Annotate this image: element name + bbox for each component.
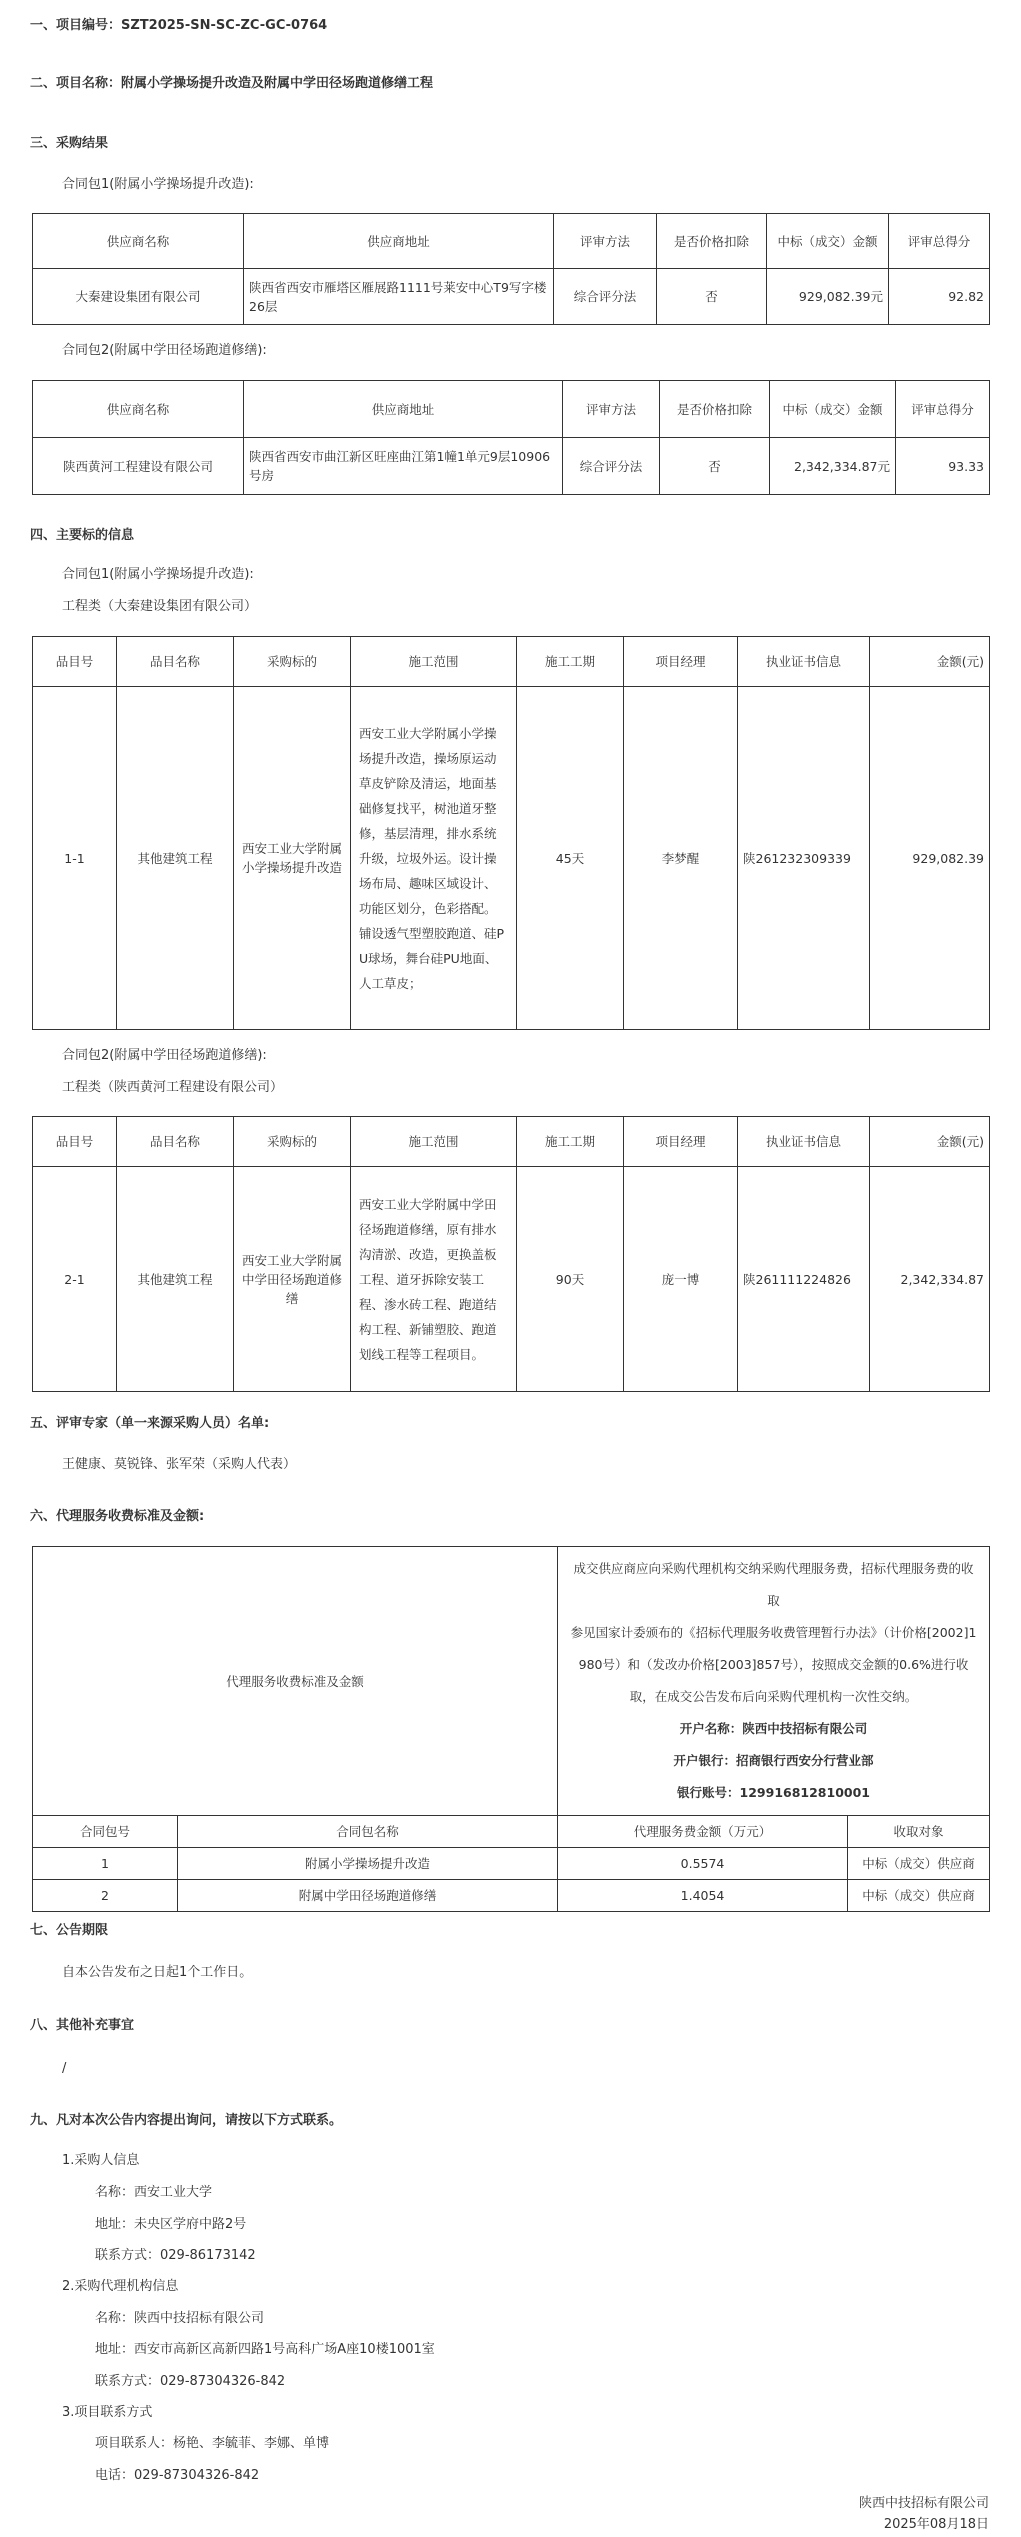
fee-standard-description [558, 1547, 990, 1816]
section-procurement-result: 三、采购结果 [30, 136, 109, 151]
cell-fee-amount: 1.4054 [558, 1880, 848, 1912]
subject-package2-type: 工程类（陕西黄河工程建设有限公司） [62, 1080, 284, 1095]
fee-desc-line: 参见国家计委颁布的《招标代理服务收费管理暂行办法》（计价格[2002]1 [570, 1625, 977, 1640]
cell-review-method: 综合评分法 [554, 269, 657, 325]
project-number [30, 17, 327, 35]
agency-phone: 联系方式：029-87304326-842 [95, 2374, 286, 2389]
project-contact-people: 项目联系人：杨艳、李毓菲、李娜、单博 [95, 2436, 330, 2451]
result-package1-label: 合同包1(附属小学操场提升改造): [62, 177, 254, 192]
cell-fee-payer: 中标（成交）供应商 [848, 1880, 990, 1912]
project-contact-title: 3.项目联系方式 [62, 2405, 153, 2420]
header-amount: 金额(元) [870, 1117, 990, 1167]
cell-price-deduction: 否 [657, 269, 767, 325]
fee-desc-line: 980号）和（发改办价格[2003]857号），按照成交金额的0.6%进行收 [578, 1657, 969, 1672]
subject-package1-type: 工程类（大秦建设集团有限公司） [62, 599, 258, 614]
project-number-value: SZT2025-SN-SC-ZC-GC-0764 [121, 18, 328, 33]
cell-package-number: 1 [33, 1848, 178, 1880]
project-name-value: 附属小学操场提升改造及附属中学田径场跑道修缮工程 [121, 76, 434, 91]
header-construction-scope: 施工范围 [351, 637, 517, 687]
header-project-manager: 项目经理 [624, 1117, 738, 1167]
section-contact: 九、凡对本次公告内容提出询问，请按以下方式联系。 [30, 2113, 343, 2128]
section-other-matters: 八、其他补充事宜 [30, 2018, 135, 2033]
cell-item-number: 2-1 [33, 1167, 117, 1392]
cell-review-method: 综合评分法 [563, 438, 660, 495]
other-matters-text: / [62, 2061, 67, 2076]
header-award-amount: 中标（成交）金额 [767, 214, 889, 269]
signature-date: 2025年08月18日 [883, 2517, 989, 2532]
cell-amount: 2,342,334.87 [870, 1167, 990, 1392]
header-construction-period: 施工工期 [517, 637, 624, 687]
header-review-method: 评审方法 [563, 381, 660, 438]
cell-project-manager: 李梦醒 [624, 687, 738, 1030]
section-main-subject: 四、主要标的信息 [30, 528, 135, 543]
header-fee-payer: 收取对象 [848, 1816, 990, 1848]
section-announcement-period: 七、公告期限 [30, 1923, 109, 1938]
cell-fee-payer: 中标（成交）供应商 [848, 1848, 990, 1880]
section-agency-fee: 六、代理服务收费标准及金额: [30, 1509, 205, 1524]
signature-org: 陕西中技招标有限公司 [858, 2496, 989, 2511]
header-procurement-subject: 采购标的 [234, 1117, 351, 1167]
subject-table-package2 [32, 1116, 990, 1392]
subject-package1-label: 合同包1(附属小学操场提升改造): [62, 567, 254, 582]
header-license-info: 执业证书信息 [738, 1117, 870, 1167]
section-review-experts: 五、评审专家（单一来源采购人员）名单: [30, 1416, 270, 1431]
cell-fee-amount: 0.5574 [558, 1848, 848, 1880]
purchaser-info-title: 1.采购人信息 [62, 2153, 140, 2168]
subject-package2-label: 合同包2(附属中学田径场跑道修缮): [62, 1048, 267, 1063]
header-project-manager: 项目经理 [624, 637, 738, 687]
cell-construction-scope: 西安工业大学附属中学田径场跑道修缮，原有排水沟清淤、改造，更换盖板工程、道牙拆除安装工程、渗水砖工程、跑道结构工程、新铺塑胶、跑道划线工程等工程项目。 [351, 1167, 517, 1392]
bank-account-number: 银行账号：129916812810001 [677, 1785, 870, 1800]
purchaser-address: 地址：未央区学府中路2号 [95, 2217, 247, 2232]
result-table-package2 [32, 380, 990, 495]
header-supplier-address: 供应商地址 [244, 381, 563, 438]
announcement-period-text: 自本公告发布之日起1个工作日。 [62, 1965, 253, 1980]
project-name [30, 75, 433, 93]
cell-item-number: 1-1 [33, 687, 117, 1030]
cell-award-amount: 929,082.39元 [767, 269, 889, 325]
cell-price-deduction: 否 [660, 438, 770, 495]
cell-package-name: 附属中学田径场跑道修缮 [178, 1880, 558, 1912]
header-item-number: 品目号 [33, 637, 117, 687]
review-expert-names: 王健康、莫锐锋、张军荣（采购人代表） [62, 1457, 297, 1472]
header-award-amount: 中标（成交）金额 [770, 381, 896, 438]
cell-total-score: 92.82 [889, 269, 990, 325]
cell-item-name: 其他建筑工程 [117, 1167, 234, 1392]
header-review-method: 评审方法 [554, 214, 657, 269]
subject-table-package1 [32, 636, 990, 1030]
purchaser-phone: 联系方式：029-86173142 [95, 2248, 256, 2263]
result-package2-label: 合同包2(附属中学田径场跑道修缮): [62, 343, 267, 358]
cell-construction-period: 45天 [517, 687, 624, 1030]
header-construction-period: 施工工期 [517, 1117, 624, 1167]
cell-package-name: 附属小学操场提升改造 [178, 1848, 558, 1880]
cell-item-name: 其他建筑工程 [117, 687, 234, 1030]
header-amount: 金额(元) [870, 637, 990, 687]
header-license-info: 执业证书信息 [738, 637, 870, 687]
header-item-name: 品目名称 [117, 637, 234, 687]
cell-procurement-subject: 西安工业大学附属小学操场提升改造 [234, 687, 351, 1030]
project-number-label: 一、项目编号： [30, 18, 122, 33]
header-item-name: 品目名称 [117, 1117, 234, 1167]
header-supplier-address: 供应商地址 [244, 214, 554, 269]
header-price-deduction: 是否价格扣除 [660, 381, 770, 438]
cell-amount: 929,082.39 [870, 687, 990, 1030]
bank-name: 开户银行：招商银行西安分行营业部 [673, 1753, 874, 1768]
cell-supplier-name: 陕西黄河工程建设有限公司 [33, 438, 244, 495]
header-price-deduction: 是否价格扣除 [657, 214, 767, 269]
header-fee-amount: 代理服务费金额（万元） [558, 1816, 848, 1848]
header-item-number: 品目号 [33, 1117, 117, 1167]
table-row [33, 1848, 990, 1880]
table-row [33, 438, 990, 495]
header-procurement-subject: 采购标的 [234, 637, 351, 687]
cell-supplier-address: 陕西省西安市雁塔区雁展路1111号莱安中心T9写字楼26层 [244, 269, 554, 325]
bank-account-name: 开户名称：陕西中技招标有限公司 [679, 1721, 868, 1736]
cell-license-info: 陕261111224826 [738, 1167, 870, 1392]
header-supplier-name: 供应商名称 [33, 381, 244, 438]
cell-construction-period: 90天 [517, 1167, 624, 1392]
fee-desc-line: 成交供应商应向采购代理机构交纳采购代理服务费，招标代理服务费的收取 [573, 1561, 974, 1608]
cell-supplier-address: 陕西省西安市曲江新区旺座曲江第1幢1单元9层10906号房 [244, 438, 563, 495]
project-name-label: 二、项目名称： [30, 76, 122, 91]
cell-award-amount: 2,342,334.87元 [770, 438, 896, 495]
cell-supplier-name: 大秦建设集团有限公司 [33, 269, 244, 325]
table-row [33, 269, 990, 325]
fee-standard-label: 代理服务收费标准及金额 [33, 1547, 558, 1816]
cell-package-number: 2 [33, 1880, 178, 1912]
cell-procurement-subject: 西安工业大学附属中学田径场跑道修缮 [234, 1167, 351, 1392]
header-supplier-name: 供应商名称 [33, 214, 244, 269]
agency-name: 名称：陕西中技招标有限公司 [95, 2311, 265, 2326]
fee-desc-line: 取，在成交公告发布后向采购代理机构一次性交纳。 [629, 1689, 918, 1704]
cell-project-manager: 庞一博 [624, 1167, 738, 1392]
table-row [33, 1167, 990, 1392]
agency-address: 地址：西安市高新区高新四路1号高科广场A座10楼1001室 [95, 2342, 435, 2357]
header-total-score: 评审总得分 [896, 381, 990, 438]
header-construction-scope: 施工范围 [351, 1117, 517, 1167]
cell-construction-scope: 西安工业大学附属小学操场提升改造，操场原运动草皮铲除及清运，地面基础修复找平，树池道牙整修，基层清理，排水系统升级，垃圾外运。设计操场布局、趣味区域设计、功能区划分，色彩搭配。铺设透气型塑胶跑道、硅PU球场，舞台硅PU地面、人工草皮； [351, 687, 517, 1030]
cell-license-info: 陕261232309339 [738, 687, 870, 1030]
header-package-number: 合同包号 [33, 1816, 178, 1848]
table-row [33, 687, 990, 1030]
header-package-name: 合同包名称 [178, 1816, 558, 1848]
table-row [33, 1880, 990, 1912]
project-contact-phone: 电话：029-87304326-842 [95, 2468, 260, 2483]
agency-fee-table [32, 1546, 990, 1912]
agency-info-title: 2.采购代理机构信息 [62, 2279, 179, 2294]
purchaser-name: 名称：西安工业大学 [95, 2185, 213, 2200]
cell-total-score: 93.33 [896, 438, 990, 495]
result-table-package1 [32, 213, 990, 325]
header-total-score: 评审总得分 [889, 214, 990, 269]
